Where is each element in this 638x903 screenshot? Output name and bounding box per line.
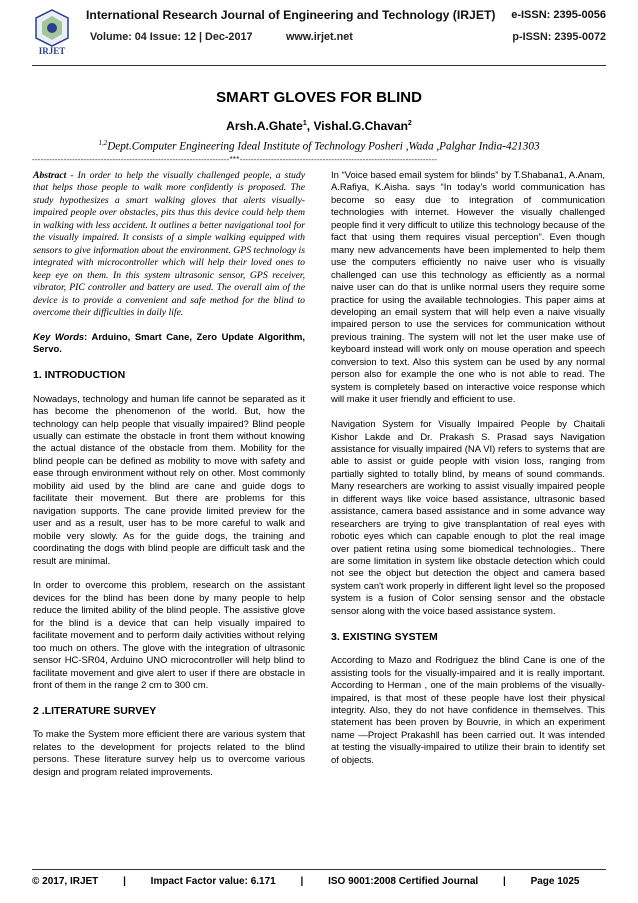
section-separator: ---------------------------------------------------------------------***--------------------------------------------------------------------- [32, 155, 438, 164]
footer-page-number: Page 1025 [530, 876, 580, 887]
journal-header [32, 6, 606, 68]
footer-copyright: © 2017, IRJET [32, 876, 99, 887]
footer-impact-factor: Impact Factor value: 6.171 [150, 876, 276, 887]
introduction-paragraph-1: Nowadays, technology and human life cannot be separated as it has become the phenomenon of the world. But, how the technology can help people that visually impaired? Blind people usually can estimate the obstacle in front them without knowing the actual distance of the obstacle from them. Mobility for the blind people can be defined as mobility to move with safety and ease through environment without rely on other. Most commonly mobility aid used by the blind are cane and guide dogs to facilitate their movement. But there are problems for this navigation supports. The cane provide limited preview for the user and as a result, user has to be more careful to walk and mobile very slowly. As for the guide dogs, the training and coordinating the dogs with blind people are difficult task and the result are minimal. [33, 393, 305, 567]
keywords-body: : Arduino, Smart Cane, Zero Update Algorithm, Servo. [33, 331, 305, 356]
author-2: Vishal.G.Chavan [313, 119, 408, 133]
keywords-label: Key Words [33, 331, 85, 343]
right-column [331, 170, 605, 780]
affiliation [0, 139, 638, 153]
voice-email-paragraph: In “Voice based email system for blinds” by T.Shabana1, A.Anam, A.Rafiya, K.Aisha. says “In today’s world communication has become so easy due to integration of communication technologies with internet. However the visually challenged people find it very difficult to utilize this technology because of the fact that using them requires visual perception”. Even though many new advancements have been implemented to help them use the computers efficiently no naive user who is visually challenged can use this technology as efficiently as a normal naive user can do that is unlike normal users they require some practice for using the available technologies. This paper aims at developing an email system that will help even a naive visually impaired person to use the services for communication without previous training. The system will not let the user make use of keyboard instead will work only on mouse operation and speech conversion to text. Also this system can be used by any normal person also for example the one who is not able to read. The system is completely based on interactive voice response which will make it user friendly and efficient to use. [331, 170, 605, 406]
existing-system-paragraph: According to Mazo and Rodriguez the blind Cane is one of the assisting tools for the visually-impaired and it is really important. According to Herman , one of the main problems of the visually-impaired, is that most of these people have lost their physical integrity. Also, they do not have confidence in themselves. This statement has been proven by Bouvrie, in which an experiment name ―Project Prakash‖ has been carried out. It was intended at testing the visually-impaired to utilize their brain to identify set of objects. [331, 655, 605, 766]
volume-issue: Volume: 04 Issue: 12 | Dec-2017 [90, 31, 253, 43]
abstract-body: - In order to help the visually challenged people, a study that helps those people to walk more confidently is proposed. The study hypothesizes a smart walking gloves that alerts visually-impaired people over obstacles, pits thus this device could help them in walking with less accident. It outlines a better navigational tool for the visually impaired. It consists of a simple walking equipped with sensors to give information about the environment. GPS technology is integrated with microcontroller which will help their loved ones to keep eye on them. In this system ultrasonic sensor, GPS receiver, vibrator, PIC controller and battery are used. The overall aim of the device is to provide a convenient and safe method for the blind to overcome their difficulties in daily life. [33, 170, 305, 318]
footer-iso: ISO 9001:2008 Certified Journal [328, 876, 479, 887]
header-divider [32, 65, 606, 66]
existing-system-heading: 3. EXISTING SYSTEM [331, 630, 438, 643]
footer-separator: | [123, 876, 126, 887]
author-2-sup: 2 [407, 120, 412, 127]
introduction-paragraph-2: In order to overcome this problem, research on the assistant devices for the blind has been done by many people to help reduce the limited ability of the blind people. The assistive glove for the blind is a device that can help visually impaired to facilitate movement and to perform daily activities without relying too much on others. The glove with the integration of ultrasonic sensor HC-SR04, Arduino UNO microcontroller will help blind to facilitate movement and give alert to user if there are obstacle in front of them in the range 2 cm to 300 cm. [33, 580, 305, 692]
affiliation-sup: 1,2 [98, 139, 108, 147]
page-footer [32, 876, 606, 887]
p-issn: p-ISSN: 2395-0072 [512, 31, 606, 43]
paper-title: SMART GLOVES FOR BLIND [216, 89, 422, 106]
affiliation-text: Dept.Computer Engineering Ideal Institute of Technology Posheri ,Wada ,Palghar India-421303 [107, 140, 540, 153]
logo-text: IRJET [38, 46, 66, 56]
author-1-sup: 1 [302, 120, 307, 127]
footer-separator: | [502, 876, 506, 887]
abstract-label: Abstract [33, 170, 67, 181]
footer-divider [32, 869, 606, 870]
paper-authors [0, 119, 638, 133]
abstract [33, 170, 305, 319]
left-column [33, 170, 305, 792]
journal-title: International Research Journal of Engineering and Technology (IRJET) [86, 8, 496, 22]
footer-separator: | [300, 876, 304, 887]
literature-survey-paragraph: To make the System more efficient there are various system that relates to the development for projects related to the blind persons. These literature survey help us to overcome various design and program related improvements. [33, 729, 305, 778]
introduction-heading: 1. INTRODUCTION [33, 369, 126, 382]
keywords [33, 332, 305, 357]
author-1: Arsh.A.Ghate [226, 119, 303, 133]
author-separator: , [306, 119, 314, 133]
e-issn: e-ISSN: 2395-0056 [511, 9, 606, 21]
navigation-system-paragraph: Navigation System for Visually Impaired People by Chaitali Kishor Lakde and Dr. Prakash S. Prasad says Navigation assistance for visually impaired (NA VI) refers to systems that are able to assist or guide people with vision loss, ranging from partially sighted to totally blind, by means of sound commands. Many researchers are working to assist visually impaired people in different ways like voice based assistance, ultrasonic based assistance, camera based assistance and in some advance way researchers are trying to give transplantation of real eyes with robotic eyes which can capable enough to plot the real image over patient retina using some biomedical technologies.. There are some limitation in system like obstacle detection which could not see the object but detection the object and camera based system can't work properly in different light level so the proposed system is a fusion of Color sensing sensor and the obstacle sensor along with the voice based assistance system. [331, 419, 605, 617]
literature-survey-heading: 2 .LITERATURE SURVEY [33, 704, 157, 717]
journal-website[interactable]: www.irjet.net [286, 31, 353, 43]
